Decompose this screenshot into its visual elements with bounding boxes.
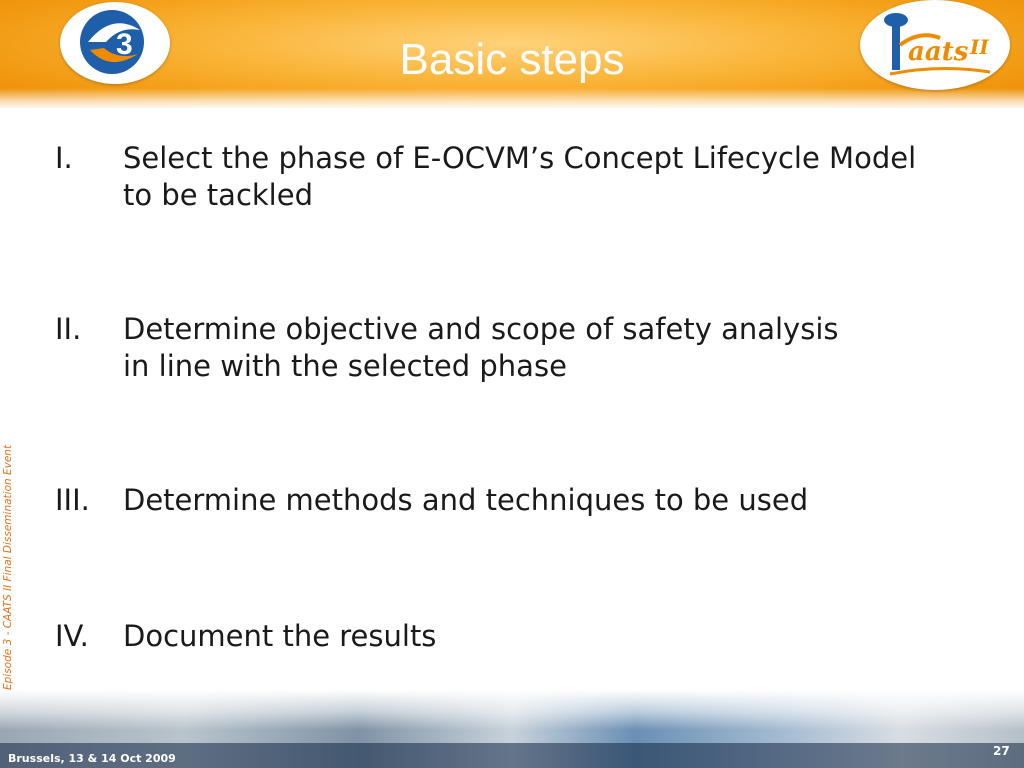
caats-logo-icon [860, 0, 1010, 90]
svg-text:aats: aats [908, 37, 969, 67]
footer-location-date: Brussels, 13 & 14 Oct 2009 [8, 752, 176, 765]
step-number: IV. [55, 619, 89, 653]
svg-text:3: 3 [116, 28, 133, 61]
caats-logo [860, 0, 1010, 90]
header-shade [0, 88, 1024, 110]
page-number: 27 [993, 744, 1010, 758]
side-caption: Episode 3 - CAATS II Final Dissemination Event [2, 444, 14, 690]
step-text: Determine objective and scope of safety analysis in line with the selected phase [123, 312, 839, 383]
footer-fade [0, 690, 1024, 730]
svg-text:II: II [970, 35, 989, 59]
step-text: Determine methods and techniques to be used [123, 483, 809, 517]
step-number: I. [55, 141, 73, 175]
step-text: Document the results [123, 619, 437, 653]
step-number: II. [55, 312, 82, 346]
slide-title: Basic steps [399, 35, 625, 84]
step-text: Select the phase of E-OCVM’s Concept Lifecycle Model to be tackled [123, 141, 917, 212]
step-number: III. [55, 483, 90, 517]
